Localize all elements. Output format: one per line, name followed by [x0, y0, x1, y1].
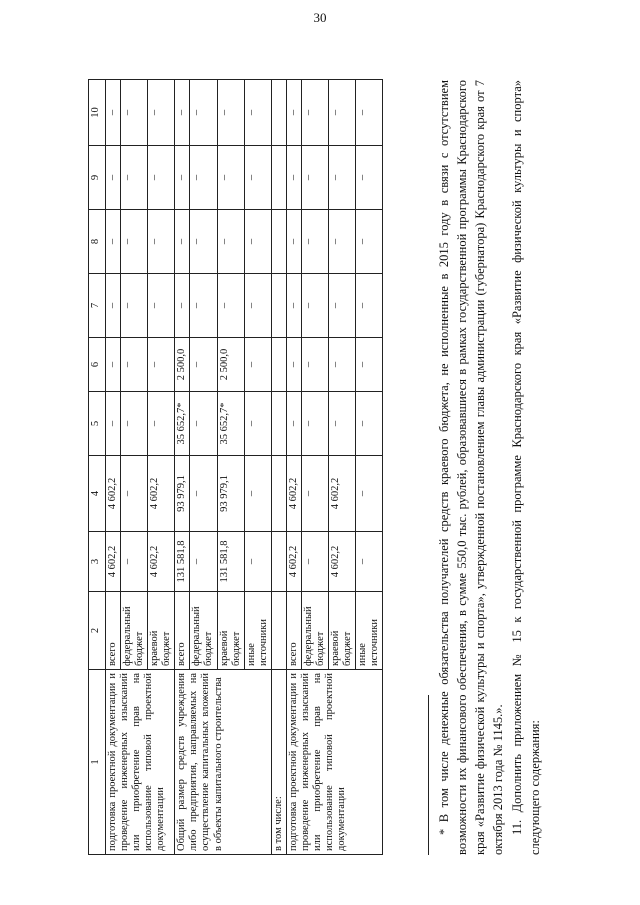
value-cell: – — [148, 210, 175, 274]
value-cell: – — [244, 274, 271, 338]
value-cell: 93 979,1 — [217, 456, 244, 532]
source-cell: всего — [175, 592, 190, 670]
value-cell: – — [301, 532, 328, 592]
row-label: подготовка проектной документации и проведение инженерных изысканий или приобретение прав на использование типовой проектной документации — [106, 670, 175, 855]
page-number: 30 — [313, 10, 327, 25]
value-cell: – — [106, 80, 121, 146]
value-cell: – — [121, 392, 148, 456]
value-cell: – — [190, 146, 217, 210]
value-cell — [271, 392, 286, 456]
value-cell: 131 581,8 — [175, 532, 190, 592]
value-cell: 131 581,8 — [217, 532, 244, 592]
header-cell: 3 — [89, 532, 106, 592]
value-cell: – — [286, 274, 301, 338]
source-cell: краевой бюджет — [329, 592, 356, 670]
row-label: Общий размер средств учреждения либо предприятия, направляемых на осуществление капитальных вложений в объекты капитального строительства — [175, 670, 271, 855]
value-cell: – — [217, 210, 244, 274]
value-cell: – — [356, 456, 383, 532]
value-cell: – — [244, 338, 271, 392]
header-cell: 4 — [89, 456, 106, 532]
table-header-row — [89, 80, 106, 855]
table-row — [271, 80, 286, 855]
value-cell: – — [121, 210, 148, 274]
table-row — [175, 80, 190, 855]
value-cell: – — [106, 392, 121, 456]
value-cell: – — [286, 146, 301, 210]
value-cell: – — [244, 456, 271, 532]
value-cell: – — [217, 80, 244, 146]
value-cell: – — [106, 210, 121, 274]
value-cell: – — [244, 532, 271, 592]
value-cell: – — [190, 80, 217, 146]
source-cell: краевой бюджет — [217, 592, 244, 670]
value-cell: – — [329, 392, 356, 456]
source-cell: иные источники — [244, 592, 271, 670]
value-cell: – — [286, 80, 301, 146]
value-cell: – — [190, 338, 217, 392]
value-cell: – — [175, 274, 190, 338]
value-cell: 4 602,2 — [286, 532, 301, 592]
value-cell: 4 602,2 — [329, 456, 356, 532]
footnote-block — [435, 80, 544, 855]
rotated-content — [88, 55, 588, 855]
value-cell: – — [175, 80, 190, 146]
value-cell: – — [244, 392, 271, 456]
value-cell: – — [148, 146, 175, 210]
value-cell: – — [286, 392, 301, 456]
value-cell: 4 602,2 — [286, 456, 301, 532]
value-cell — [271, 210, 286, 274]
value-cell: – — [329, 80, 356, 146]
source-cell: всего — [286, 592, 301, 670]
source-cell: краевой бюджет — [148, 592, 175, 670]
value-cell: – — [106, 146, 121, 210]
value-cell: – — [148, 338, 175, 392]
value-cell: – — [356, 532, 383, 592]
value-cell: 4 602,2 — [329, 532, 356, 592]
value-cell — [271, 80, 286, 146]
value-cell: – — [175, 210, 190, 274]
source-cell: федеральный бюджет — [301, 592, 328, 670]
value-cell: – — [356, 392, 383, 456]
value-cell: – — [244, 210, 271, 274]
value-cell: – — [121, 532, 148, 592]
value-cell: – — [121, 338, 148, 392]
value-cell: – — [286, 338, 301, 392]
value-cell: – — [301, 80, 328, 146]
value-cell: – — [106, 274, 121, 338]
value-cell: 35 652,7* — [175, 392, 190, 456]
value-cell: 35 652,7* — [217, 392, 244, 456]
table-row — [106, 80, 121, 855]
header-cell: 8 — [89, 210, 106, 274]
value-cell: – — [356, 274, 383, 338]
value-cell: 2 500,0 — [175, 338, 190, 392]
value-cell: – — [329, 210, 356, 274]
value-cell: 4 602,2 — [148, 456, 175, 532]
value-cell: – — [244, 146, 271, 210]
budget-table — [88, 79, 383, 855]
header-cell: 6 — [89, 338, 106, 392]
footnote-rule — [428, 695, 429, 855]
value-cell: – — [106, 338, 121, 392]
value-cell: 4 602,2 — [106, 532, 121, 592]
header-cell: 5 — [89, 392, 106, 456]
value-cell: – — [217, 274, 244, 338]
value-cell: – — [121, 146, 148, 210]
value-cell: – — [301, 392, 328, 456]
row-label: подготовка проектной документации и проведение инженерных изысканий или приобретение прав на использование типовой проектной документации — [286, 670, 382, 855]
source-cell — [271, 592, 286, 670]
value-cell: – — [190, 392, 217, 456]
value-cell: – — [329, 338, 356, 392]
value-cell: – — [329, 146, 356, 210]
value-cell: – — [356, 146, 383, 210]
header-cell: 10 — [89, 80, 106, 146]
value-cell: 4 602,2 — [148, 532, 175, 592]
value-cell: – — [301, 146, 328, 210]
header-cell: 9 — [89, 146, 106, 210]
value-cell: – — [121, 80, 148, 146]
value-cell: 93 979,1 — [175, 456, 190, 532]
footnote-text: * В том числе денежные обязательства получателей средств краевого бюджета, не исполненные в 2015 году в связи с отсутствием возможности их финансового обеспечения, в сумме 550,0 тыс. рублей, образовавшиеся в рамках государственной программы Краснодарского края «Развитие физической культуры и спорта», утвержденной постановлением главы администрации (губернатора) Краснодарского края от 7 октября 2013 года № 1145.». — [437, 80, 506, 855]
value-cell — [271, 338, 286, 392]
value-cell: – — [190, 532, 217, 592]
value-cell: – — [286, 210, 301, 274]
source-cell: федеральный бюджет — [121, 592, 148, 670]
value-cell: – — [190, 210, 217, 274]
source-cell: федеральный бюджет — [190, 592, 217, 670]
value-cell — [271, 456, 286, 532]
value-cell: – — [121, 274, 148, 338]
header-cell: 1 — [89, 670, 106, 855]
value-cell: – — [356, 210, 383, 274]
value-cell: – — [148, 80, 175, 146]
value-cell: – — [301, 210, 328, 274]
value-cell — [271, 274, 286, 338]
value-cell: – — [190, 274, 217, 338]
value-cell: – — [356, 80, 383, 146]
row-label: в том числе: — [271, 670, 286, 855]
value-cell: – — [121, 456, 148, 532]
header-cell: 2 — [89, 592, 106, 670]
header-cell: 7 — [89, 274, 106, 338]
value-cell: – — [148, 392, 175, 456]
value-cell: – — [190, 456, 217, 532]
table-row — [286, 80, 301, 855]
value-cell: – — [244, 80, 271, 146]
value-cell: – — [148, 274, 175, 338]
value-cell — [271, 146, 286, 210]
value-cell: – — [301, 274, 328, 338]
source-cell: всего — [106, 592, 121, 670]
value-cell: 4 602,2 — [106, 456, 121, 532]
value-cell: – — [329, 274, 356, 338]
value-cell — [271, 532, 286, 592]
value-cell: – — [301, 338, 328, 392]
source-cell: иные источники — [356, 592, 383, 670]
value-cell: – — [356, 338, 383, 392]
value-cell: – — [301, 456, 328, 532]
value-cell: – — [217, 146, 244, 210]
item-11-text: 11. Дополнить приложением № 15 к государственной программе Краснодарского края «Развитие физической культуры и спорта» следующего содержания: — [509, 80, 542, 855]
value-cell: 2 500,0 — [217, 338, 244, 392]
value-cell: – — [175, 146, 190, 210]
